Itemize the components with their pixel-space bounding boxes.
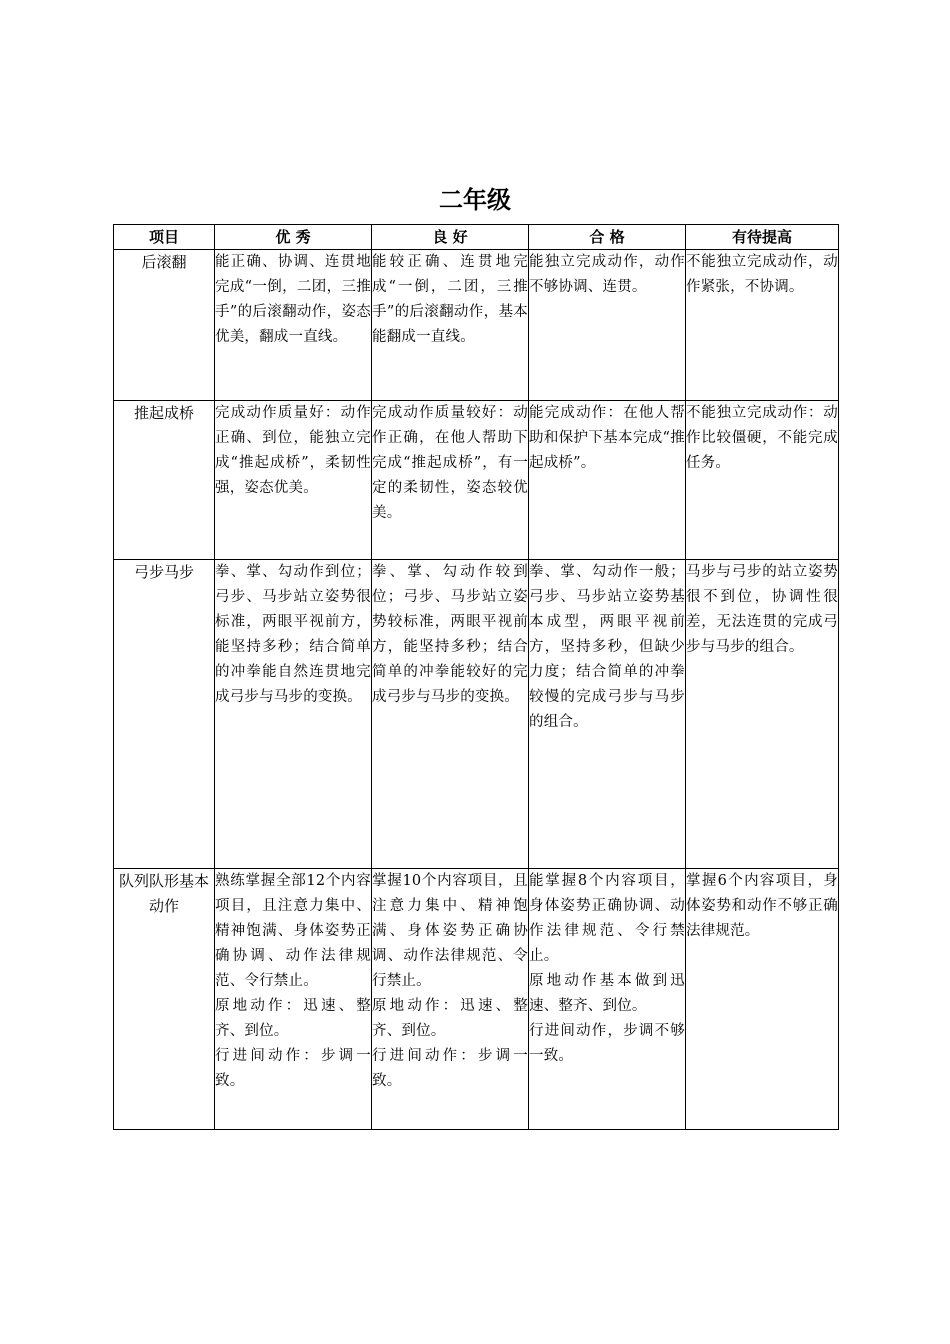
row-item: 弓步马步 [114,560,215,869]
header-item: 项目 [114,225,215,250]
row-item: 后滚翻 [114,250,215,401]
cell-good: 完成动作质量较好：动作正确，在他人帮助下完成“推起成桥”，有一定的柔韧性，姿态较优美。 [372,405,528,521]
table-row [114,869,839,1130]
header-row [114,225,839,250]
cell-good: 能较正确、连贯地完成“一倒，二团，三推手”的后滚翻动作，基本能翻成一直线。 [372,254,528,345]
row-item: 队列队形基本动作 [114,869,215,1130]
cell-pass: 能完成动作：在他人帮助和保护下基本完成“推起成桥”。 [529,405,685,471]
table-row [114,250,839,401]
cell-pass: 能掌握8个内容项目，身体姿势正确协调、动作法律规范、令行禁止。 原地动作基本做到迅速、整齐、到位。 行进间动作，步调不够一致。 [529,873,685,1064]
page-title: 二年级 [439,186,511,214]
header-pass: 合 格 [529,225,686,250]
cell-good: 掌握10个内容项目，且注意力集中、精神饱满、身体姿势正确协调、动作法律规范、令行禁止。 原地动作：迅速、整齐、到位。 行进间动作：步调一致。 [372,873,528,1089]
cell-pass: 能独立完成动作，动作不够协调、连贯。 [529,254,685,295]
header-excellent: 优 秀 [215,225,372,250]
header-needs-improvement: 有待提高 [686,225,839,250]
evaluation-table [113,224,839,1130]
cell-needs-improvement: 掌握6个内容项目，身体姿势和动作不够正确法律规范。 [686,873,838,939]
cell-excellent: 能正确、协调、连贯地完成“一倒，二团，三推手”的后滚翻动作，姿态优美，翻成一直线。 [215,254,371,345]
row-item: 推起成桥 [114,401,215,560]
cell-excellent: 拳、掌、勾动作到位；弓步、马步站立姿势很标准，两眼平视前方，能坚持多秒；结合简单的冲拳能自然连贯地完成弓步与马步的变换。 [215,564,371,705]
cell-excellent: 熟练掌握全部12个内容项目，且注意力集中、精神饱满、身体姿势正确协调、动作法律规范、令行禁止。 原地动作：迅速、整齐、到位。 行进间动作：步调一致。 [215,873,371,1089]
cell-needs-improvement: 不能独立完成动作，动作紧张，不协调。 [686,254,838,295]
header-good: 良 好 [372,225,529,250]
cell-needs-improvement: 不能独立完成动作：动作比较僵硬，不能完成任务。 [686,405,838,471]
table-row [114,401,839,560]
cell-pass: 拳、掌、勾动作一般；弓步、马步站立姿势基本成型，两眼平视前方，坚持多秒，但缺少力度；结合简单的冲拳较慢的完成弓步与马步的组合。 [529,564,685,730]
table-row [114,560,839,869]
cell-good: 拳、掌、勾动作较到位；弓步、马步站立姿势较标准，两眼平视前方，能坚持多秒；结合简单的冲拳能较好的完成弓步与马步的变换。 [372,564,528,705]
cell-excellent: 完成动作质量好：动作正确、到位，能独立完成“推起成桥”，柔韧性强，姿态优美。 [215,405,371,496]
cell-needs-improvement: 马步与弓步的站立姿势很不到位，协调性很差，无法连贯的完成弓步与马步的组合。 [686,564,838,655]
